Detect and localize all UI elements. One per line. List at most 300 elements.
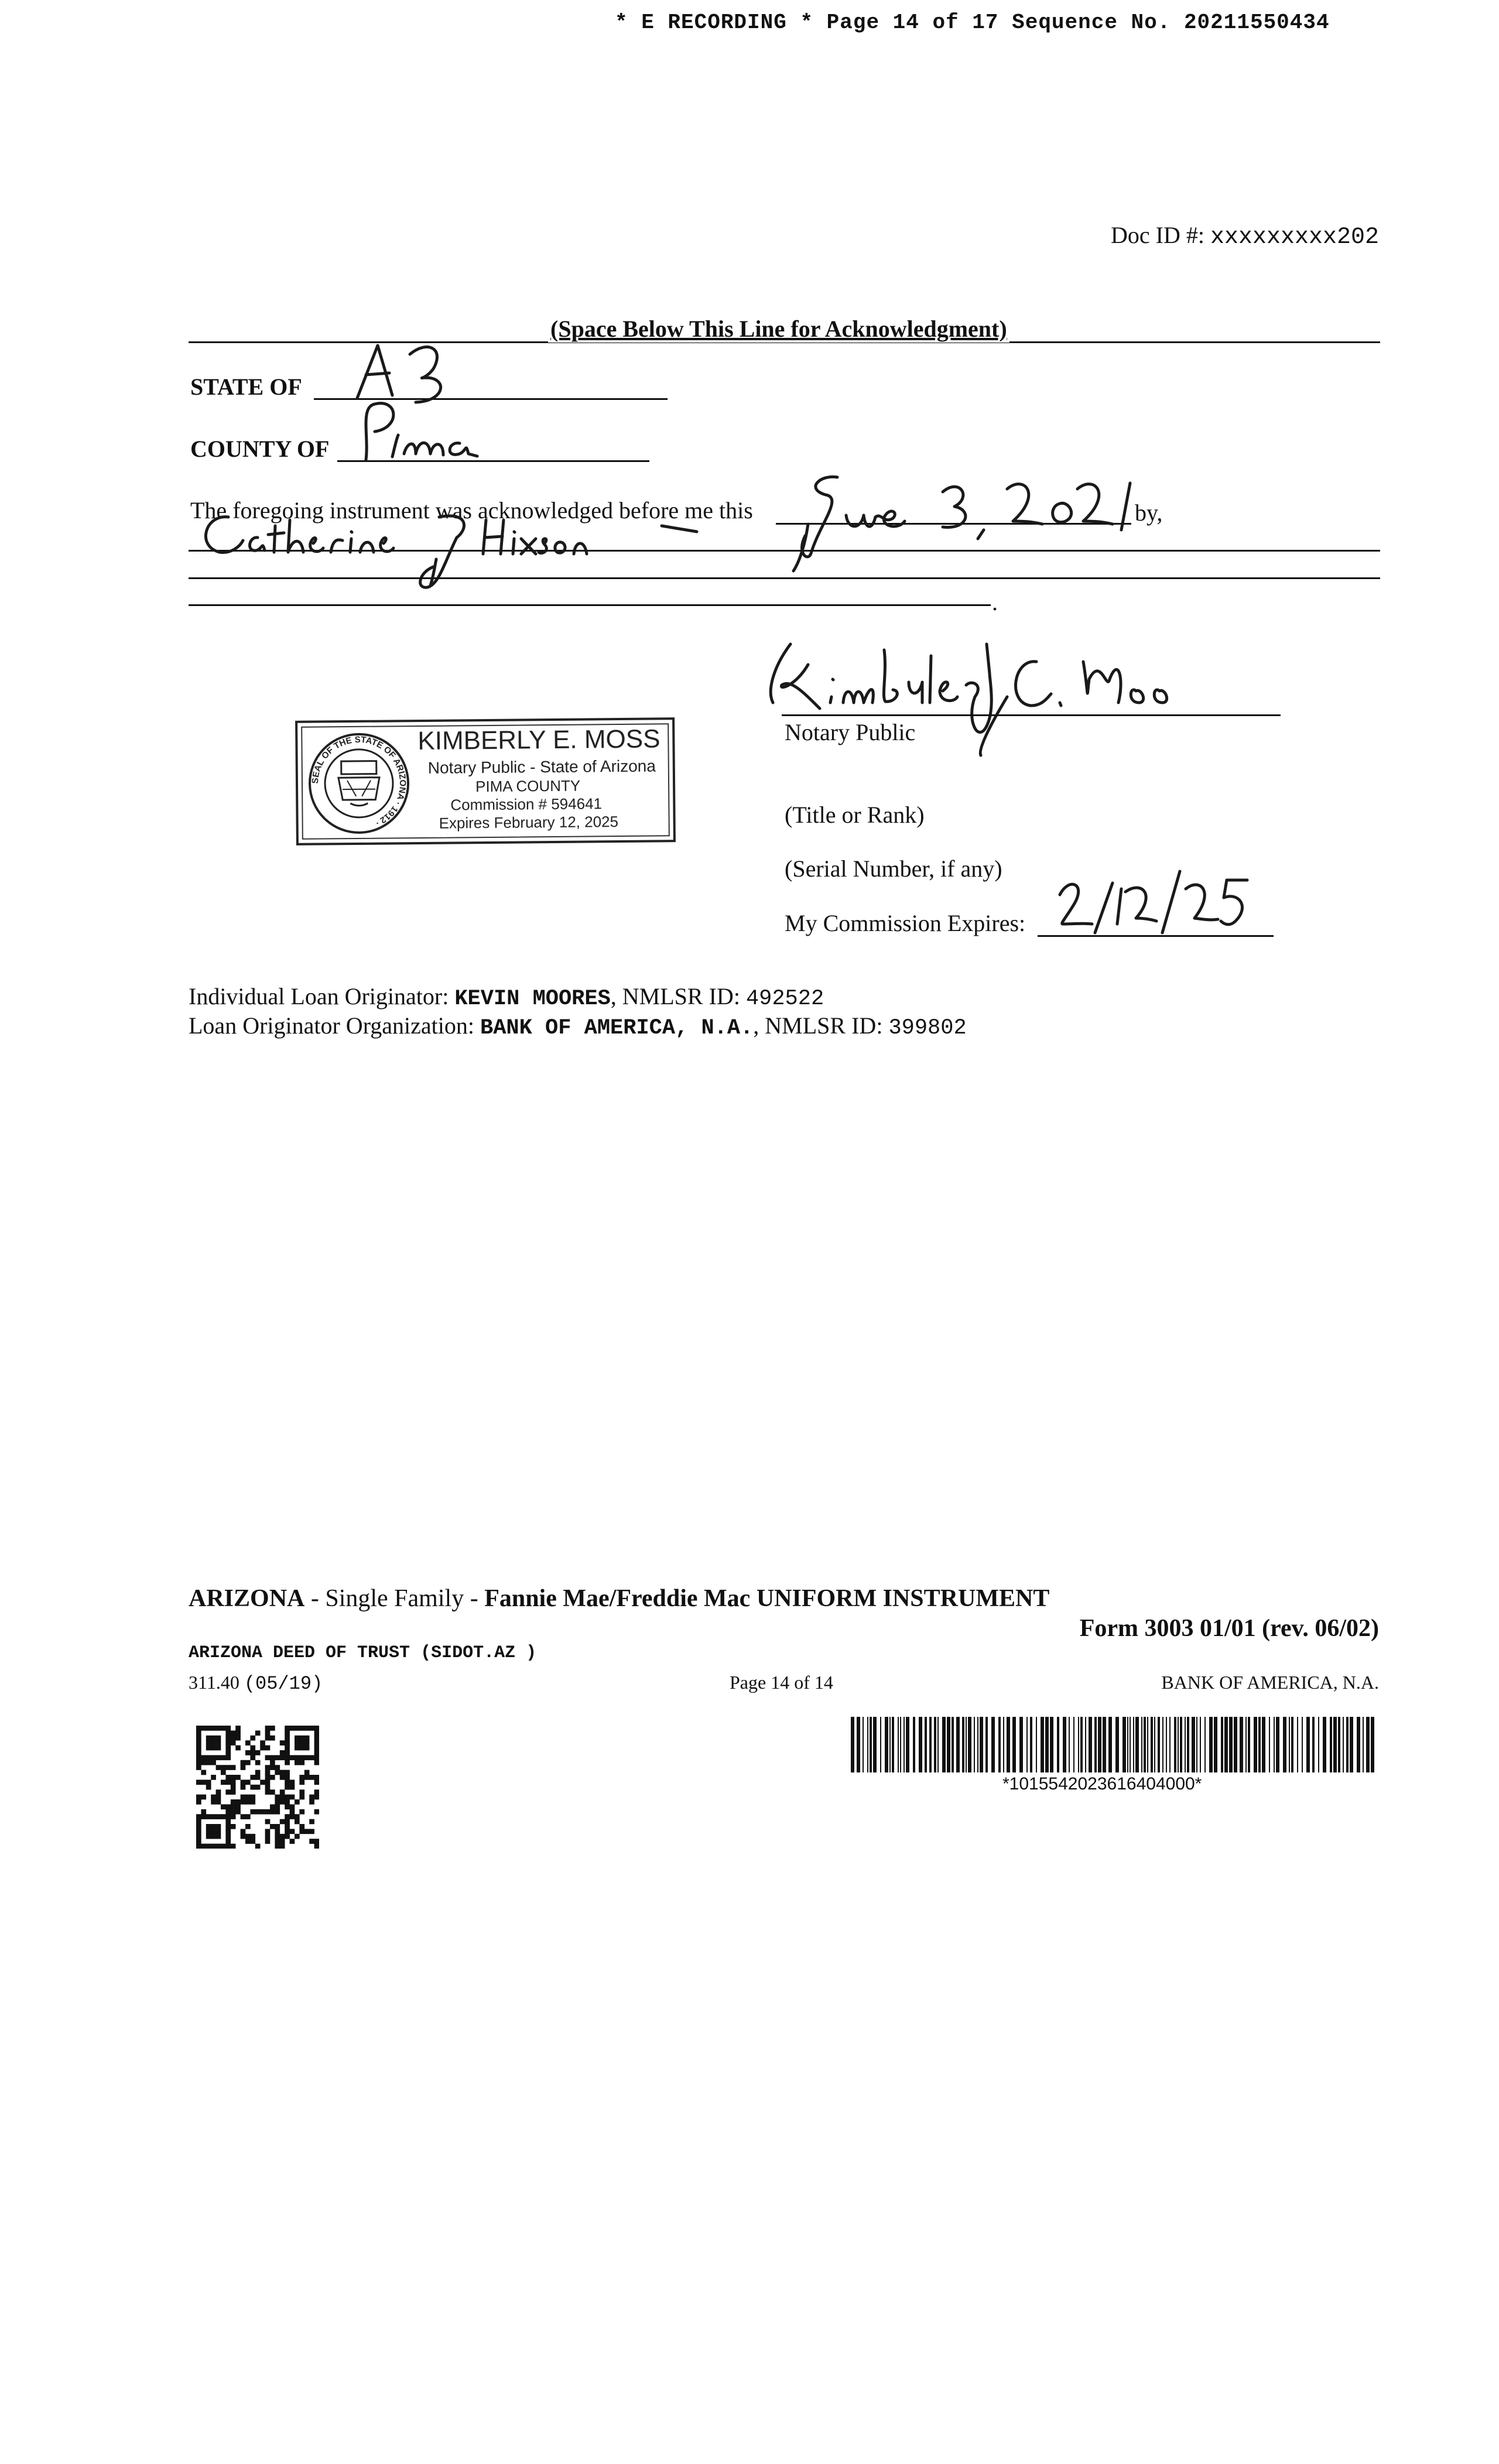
qr-module <box>290 1726 295 1731</box>
qr-module <box>290 1785 295 1790</box>
qr-module <box>270 1755 275 1760</box>
qr-module <box>196 1750 201 1755</box>
qr-module <box>299 1726 304 1731</box>
qr-module <box>299 1829 304 1834</box>
barcode-bar <box>1333 1717 1337 1772</box>
qr-module <box>265 1785 271 1790</box>
qr-module <box>295 1740 300 1746</box>
barcode-bar <box>1306 1717 1310 1772</box>
qr-module <box>280 1740 285 1746</box>
qr-module <box>314 1844 319 1849</box>
qr-module <box>260 1740 265 1746</box>
qr-module <box>201 1844 206 1849</box>
qr-module <box>275 1755 280 1760</box>
qr-module <box>304 1740 310 1746</box>
qr-module <box>270 1726 275 1731</box>
qr-module <box>285 1730 290 1736</box>
qr-module <box>196 1839 201 1844</box>
qr-module <box>221 1726 226 1731</box>
qr-module <box>225 1775 231 1780</box>
qr-module <box>206 1779 211 1785</box>
barcode-bar <box>1248 1717 1250 1772</box>
qr-module <box>206 1829 211 1834</box>
qr-module <box>241 1765 246 1770</box>
barcode-bar <box>1204 1717 1206 1772</box>
barcode-bar <box>985 1717 988 1772</box>
qr-module <box>280 1775 285 1780</box>
barcode-bar <box>1098 1717 1101 1772</box>
qr-module <box>250 1809 255 1815</box>
qr-module <box>241 1814 246 1819</box>
qr-module <box>314 1795 319 1800</box>
qr-module <box>309 1829 314 1834</box>
barcode-bar <box>885 1717 888 1772</box>
qr-module <box>270 1736 275 1741</box>
qr-module <box>255 1770 261 1775</box>
qr-module <box>201 1809 206 1815</box>
ack-heading: (Space Below This Line for Acknowledgment) <box>548 315 1009 343</box>
barcode-bar <box>1323 1717 1326 1772</box>
qr-module <box>196 1740 201 1746</box>
ack-by: by, <box>1135 499 1163 526</box>
qr-module <box>265 1809 271 1815</box>
qr-module <box>265 1779 271 1785</box>
qr-module <box>196 1755 201 1760</box>
barcode-bar <box>1073 1717 1074 1772</box>
qr-module <box>241 1834 246 1839</box>
qr-module <box>280 1755 285 1760</box>
qr-module <box>241 1760 246 1765</box>
barcode-bar <box>1289 1717 1290 1772</box>
qr-module <box>196 1819 201 1825</box>
barcode-bar <box>1080 1717 1083 1772</box>
barcode-bar <box>925 1717 927 1772</box>
qr-module <box>295 1736 300 1741</box>
barcode-bar <box>873 1717 877 1772</box>
qr-code <box>196 1726 319 1849</box>
qr-module <box>196 1814 201 1819</box>
barcode-bar <box>851 1717 854 1772</box>
qr-module <box>225 1819 231 1825</box>
blank-line-2 <box>189 577 1380 579</box>
qr-module <box>225 1809 231 1815</box>
qr-module <box>201 1814 206 1819</box>
barcode-bar <box>1026 1717 1028 1772</box>
qr-module <box>280 1795 285 1800</box>
qr-module <box>265 1730 271 1736</box>
qr-module <box>225 1726 231 1731</box>
qr-module <box>245 1839 251 1844</box>
qr-module <box>235 1799 241 1805</box>
qr-module <box>225 1804 231 1809</box>
seal-ring-text: SEAL OF THE STATE OF ARIZONA · 1912 · <box>310 734 408 829</box>
footer-single-family: - Single Family - <box>304 1585 485 1612</box>
org-name: BANK OF AMERICA, N.A. <box>480 1016 754 1041</box>
qr-module <box>295 1814 300 1819</box>
qr-module <box>211 1814 216 1819</box>
barcode-bar <box>1258 1717 1261 1772</box>
qr-module <box>235 1746 241 1751</box>
notary-signature-line <box>782 714 1281 716</box>
barcode-bar <box>1283 1717 1286 1772</box>
qr-module <box>285 1779 290 1785</box>
qr-module <box>221 1814 226 1819</box>
barcode-bar <box>1089 1717 1092 1772</box>
barcode-bar <box>1224 1717 1228 1772</box>
qr-module <box>290 1795 295 1800</box>
qr-module <box>295 1726 300 1731</box>
barcode-bar <box>1057 1717 1059 1772</box>
qr-module <box>285 1804 290 1809</box>
qr-module <box>270 1789 275 1795</box>
qr-module <box>231 1785 236 1790</box>
qr-module <box>285 1775 290 1780</box>
doc-id <box>1111 221 1379 251</box>
qr-module <box>295 1834 300 1839</box>
barcode-bar <box>1276 1717 1279 1772</box>
org-nmlsr-id: 399802 <box>888 1016 967 1041</box>
barcode-bar <box>1115 1717 1119 1772</box>
barcode-bar <box>1274 1717 1275 1772</box>
qr-module <box>211 1746 216 1751</box>
qr-module <box>299 1789 304 1795</box>
barcode-bar <box>1169 1717 1171 1772</box>
qr-module <box>275 1809 280 1815</box>
barcode-bar <box>1192 1717 1195 1772</box>
qr-module <box>295 1819 300 1825</box>
barcode-bar <box>1214 1717 1217 1772</box>
qr-module <box>250 1834 255 1839</box>
qr-module <box>299 1760 304 1765</box>
qr-module <box>201 1755 206 1760</box>
barcode-bar <box>977 1717 978 1772</box>
qr-module <box>211 1834 216 1839</box>
loan-originator-organization <box>189 1012 967 1041</box>
county-handwriting <box>343 395 495 466</box>
barcode-bar <box>947 1717 950 1772</box>
qr-module <box>211 1795 216 1800</box>
qr-module <box>285 1814 290 1819</box>
barcode-bar <box>1162 1717 1163 1772</box>
qr-module <box>270 1804 275 1809</box>
qr-module <box>245 1824 251 1829</box>
qr-module <box>275 1839 280 1844</box>
qr-module <box>285 1819 290 1825</box>
barcode-bar <box>1343 1717 1344 1772</box>
barcode-bar <box>900 1717 901 1772</box>
qr-module <box>295 1799 300 1805</box>
qr-module <box>314 1736 319 1741</box>
qr-module <box>245 1814 251 1819</box>
qr-module <box>225 1829 231 1834</box>
qr-module <box>196 1844 201 1849</box>
barcode-bar <box>1357 1717 1360 1772</box>
stamp-line3: Commission # 594641 <box>450 795 603 814</box>
qr-module <box>196 1829 201 1834</box>
qr-module <box>196 1760 201 1765</box>
qr-module <box>225 1834 231 1839</box>
qr-module <box>216 1824 221 1829</box>
qr-module <box>275 1829 280 1834</box>
qr-module <box>309 1839 314 1844</box>
barcode-bar <box>1069 1717 1070 1772</box>
barcode-bar <box>1141 1717 1142 1772</box>
qr-module <box>290 1804 295 1809</box>
qr-module <box>235 1809 241 1815</box>
barcode-bar <box>906 1717 909 1772</box>
barcode-bar <box>956 1717 960 1772</box>
qr-module <box>206 1824 211 1829</box>
qr-module <box>231 1789 236 1795</box>
stamp-line4: Expires February 12, 2025 <box>439 813 619 832</box>
qr-module <box>275 1834 280 1839</box>
qr-module <box>241 1785 246 1790</box>
barcode-bar <box>966 1717 967 1772</box>
barcode-bar <box>867 1717 868 1772</box>
barcode-bar <box>1036 1717 1037 1772</box>
footer-lender: BANK OF AMERICA, N.A. <box>1161 1672 1379 1693</box>
qr-module <box>270 1809 275 1815</box>
qr-module <box>221 1779 226 1785</box>
qr-module <box>299 1736 304 1741</box>
footer-version-date: (05/19) <box>244 1673 323 1695</box>
qr-module <box>285 1829 290 1834</box>
barcode-bar <box>937 1717 939 1772</box>
individual-nmlsr-id: 492522 <box>745 987 824 1011</box>
qr-module <box>314 1760 319 1765</box>
county-label: COUNTY OF <box>190 436 330 462</box>
qr-module <box>235 1730 241 1736</box>
qr-module <box>314 1755 319 1760</box>
qr-module <box>245 1760 251 1765</box>
barcode-bar <box>1135 1717 1139 1772</box>
barcode-bar <box>1366 1717 1370 1772</box>
qr-module <box>206 1814 211 1819</box>
barcode-bar <box>1174 1717 1176 1772</box>
qr-module <box>250 1799 255 1805</box>
footer-state: ARIZONA <box>189 1585 305 1612</box>
qr-module <box>196 1726 201 1731</box>
qr-module <box>225 1746 231 1751</box>
barcode-bar <box>1180 1717 1182 1772</box>
barcode-bar <box>1338 1717 1340 1772</box>
barcode-bar <box>1269 1717 1270 1772</box>
qr-module <box>270 1760 275 1765</box>
qr-module <box>225 1765 231 1770</box>
qr-module <box>231 1765 236 1770</box>
qr-module <box>275 1795 280 1800</box>
barcode-bar <box>919 1717 922 1772</box>
qr-module <box>299 1779 304 1785</box>
qr-module <box>309 1755 314 1760</box>
qr-module <box>211 1760 216 1765</box>
qr-module <box>231 1844 236 1849</box>
barcode-bar <box>863 1717 864 1772</box>
org-label: Loan Originator Organization: <box>189 1012 475 1039</box>
qr-module <box>206 1760 211 1765</box>
qr-module <box>216 1829 221 1834</box>
qr-module <box>225 1779 231 1785</box>
qr-module <box>280 1819 285 1825</box>
qr-module <box>314 1746 319 1751</box>
barcode-bar <box>934 1717 936 1772</box>
qr-module <box>265 1765 271 1770</box>
qr-module <box>211 1775 216 1780</box>
qr-module <box>250 1839 255 1844</box>
qr-module <box>285 1760 290 1765</box>
footer-version <box>189 1672 323 1695</box>
stamp-line2: PIMA COUNTY <box>475 776 581 796</box>
qr-module <box>201 1779 206 1785</box>
qr-module <box>314 1789 319 1795</box>
qr-module <box>206 1736 211 1741</box>
barcode-bar <box>1133 1717 1134 1772</box>
barcode-bar <box>1245 1717 1247 1772</box>
qr-module <box>309 1795 314 1800</box>
barcode-bar <box>1350 1717 1353 1772</box>
qr-module <box>231 1824 236 1829</box>
barcode-bar <box>1030 1717 1032 1772</box>
qr-module <box>299 1746 304 1751</box>
qr-module <box>221 1765 226 1770</box>
qr-module <box>245 1799 251 1805</box>
barcode-bar <box>962 1717 964 1772</box>
stamp-name: KIMBERLY E. MOSS <box>417 724 660 756</box>
qr-module <box>285 1795 290 1800</box>
qr-module <box>265 1726 271 1731</box>
qr-module <box>285 1726 290 1731</box>
barcode-bar <box>889 1717 891 1772</box>
barcode-bar <box>1346 1717 1349 1772</box>
qr-module <box>285 1750 290 1755</box>
barcode-bar <box>898 1717 899 1772</box>
qr-module <box>309 1819 314 1825</box>
qr-module <box>299 1809 304 1815</box>
qr-module <box>216 1765 221 1770</box>
qr-module <box>265 1770 271 1775</box>
barcode-bar <box>991 1717 995 1772</box>
blank-line-3 <box>189 604 991 606</box>
barcode-bar <box>1234 1717 1237 1772</box>
qr-module <box>280 1844 285 1849</box>
qr-module <box>225 1750 231 1755</box>
qr-module <box>211 1726 216 1731</box>
qr-module <box>225 1844 231 1849</box>
barcode-bar <box>1154 1717 1155 1772</box>
qr-module <box>255 1775 261 1780</box>
barcode-number: *1015542023616404000* <box>1002 1774 1202 1794</box>
qr-module <box>255 1785 261 1790</box>
qr-module <box>265 1839 271 1844</box>
notary-public-label: Notary Public <box>785 719 916 745</box>
barcode-bar <box>1151 1717 1153 1772</box>
barcode-bar <box>1108 1717 1112 1772</box>
qr-module <box>206 1755 211 1760</box>
qr-module <box>255 1730 261 1736</box>
qr-module <box>216 1844 221 1849</box>
individual-nmlsr-label: , NMLSR ID: <box>610 983 740 1009</box>
qr-module <box>235 1736 241 1741</box>
qr-module <box>211 1844 216 1849</box>
barcode-bar <box>1221 1717 1223 1772</box>
qr-module <box>255 1760 261 1765</box>
qr-module <box>304 1775 310 1780</box>
title-rank-label: (Title or Rank) <box>785 802 925 828</box>
qr-module <box>221 1844 226 1849</box>
qr-module <box>280 1750 285 1755</box>
qr-module <box>216 1740 221 1746</box>
qr-module <box>231 1804 236 1809</box>
qr-module <box>290 1814 295 1819</box>
qr-module <box>285 1785 290 1790</box>
serial-number-label: (Serial Number, if any) <box>785 855 1002 882</box>
qr-module <box>211 1755 216 1760</box>
qr-module <box>260 1779 265 1785</box>
qr-module <box>250 1750 255 1755</box>
qr-module <box>196 1736 201 1741</box>
barcode-bar <box>1144 1717 1146 1772</box>
barcode-bar <box>1330 1717 1332 1772</box>
barcode-bar <box>1371 1717 1374 1772</box>
qr-module <box>250 1785 255 1790</box>
qr-module <box>211 1799 216 1805</box>
qr-module <box>225 1740 231 1746</box>
qr-module <box>304 1736 310 1741</box>
line-stroke <box>422 556 445 591</box>
org-nmlsr-label: , NMLSR ID: <box>753 1012 883 1039</box>
qr-module <box>241 1829 246 1834</box>
qr-module <box>265 1819 271 1825</box>
qr-module <box>216 1746 221 1751</box>
qr-module <box>280 1834 285 1839</box>
commission-expires-handwriting <box>1048 865 1282 942</box>
qr-module <box>314 1750 319 1755</box>
qr-module <box>260 1746 265 1751</box>
qr-module <box>295 1746 300 1751</box>
footer-doc-name: ARIZONA DEED OF TRUST (SIDOT.AZ ) <box>189 1643 537 1663</box>
qr-module <box>270 1775 275 1780</box>
qr-module <box>196 1799 201 1805</box>
barcode-bar <box>1094 1717 1097 1772</box>
barcode-bar <box>1297 1717 1298 1772</box>
qr-module <box>206 1834 211 1839</box>
qr-module <box>225 1755 231 1760</box>
qr-module <box>216 1795 221 1800</box>
qr-module <box>231 1730 236 1736</box>
barcode-bar <box>913 1717 915 1772</box>
qr-module <box>299 1824 304 1829</box>
qr-module <box>285 1824 290 1829</box>
barcode-bar <box>974 1717 975 1772</box>
state-seal-icon <box>306 730 412 837</box>
qr-module <box>290 1829 295 1834</box>
qr-module <box>309 1775 314 1780</box>
qr-module <box>250 1795 255 1800</box>
barcode-bar <box>1063 1717 1066 1772</box>
barcode-bar <box>1007 1717 1010 1772</box>
qr-module <box>309 1799 314 1805</box>
qr-module <box>216 1814 221 1819</box>
barcode-bar <box>1041 1717 1044 1772</box>
barcode-bar <box>1209 1717 1213 1772</box>
barcode-bar <box>1019 1717 1023 1772</box>
qr-module <box>265 1755 271 1760</box>
qr-module <box>206 1740 211 1746</box>
barcode-bar <box>1363 1717 1364 1772</box>
signer-stroke <box>790 521 814 574</box>
qr-module <box>196 1834 201 1839</box>
qr-module <box>290 1755 295 1760</box>
